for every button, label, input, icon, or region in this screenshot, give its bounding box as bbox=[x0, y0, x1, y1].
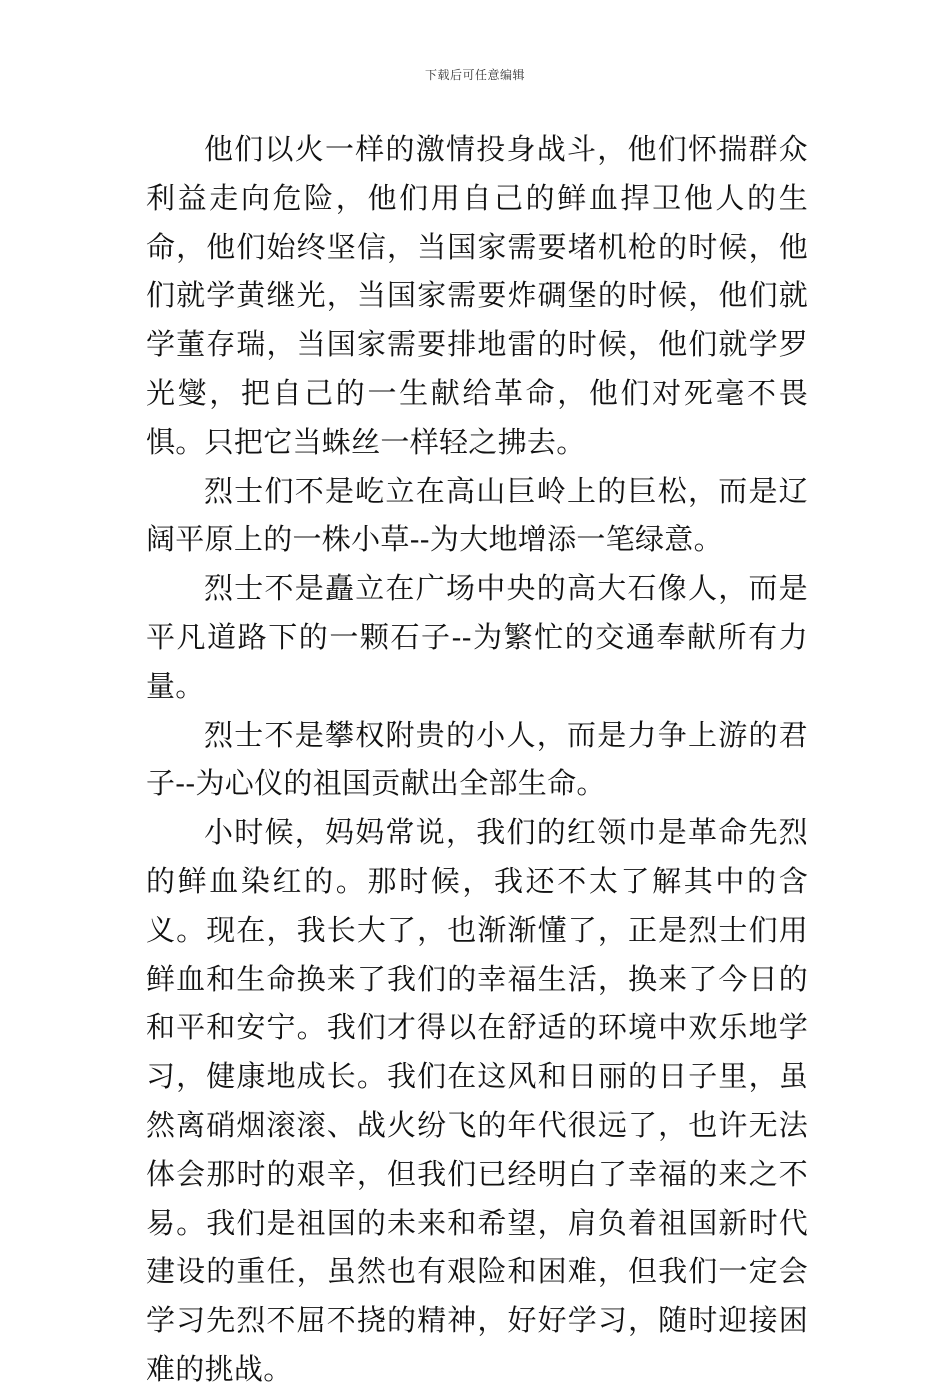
document-body bbox=[146, 125, 808, 1394]
paragraph: 他们以火一样的激情投身战斗，他们怀揣群众利益走向危险，他们用自己的鲜血捍卫他人的生命，他们始终坚信，当国家需要堵机枪的时候，他们就学黄继光，当国家需要炸碉堡的时候，他们就学董存瑞，当国家需要排地雷的时候，他们就学罗光燮，把自己的一生献给革命，他们对死毫不畏惧。只把它当蛛丝一样轻之拂去。 bbox=[146, 132, 808, 459]
paragraph: 小时候，妈妈常说，我们的红领巾是革命先烈的鲜血染红的。那时候，我还不太了解其中的含义。现在，我长大了，也渐渐懂了，正是烈士们用鲜血和生命换来了我们的幸福生活，换来了今日的和平和安宁。我们才得以在舒适的环境中欢乐地学习，健康地成长。我们在这风和日丽的日子里，虽然离硝烟滚滚、战火纷飞的年代很远了，也许无法体会那时的艰辛，但我们已经明白了幸福的来之不易。我们是祖国的未来和希望，肩负着祖国新时代建设的重任，虽然也有艰险和困难，但我们一定会学习先烈不屈不挠的精神，好好学习，随时迎接困难的挑战。 bbox=[146, 815, 808, 1386]
paragraph: 烈士不是攀权附贵的小人，而是力争上游的君子--为心仪的祖国贡献出全部生命。 bbox=[146, 717, 808, 801]
header-note: 下载后可任意编辑 bbox=[424, 68, 525, 82]
paragraph: 烈士们不是屹立在高山巨岭上的巨松，而是辽阔平原上的一株小草--为大地增添一笔绿意。 bbox=[146, 473, 808, 557]
paragraph: 烈士不是矗立在广场中央的高大石像人，而是平凡道路下的一颗石子--为繁忙的交通奉献所有力量。 bbox=[146, 571, 808, 703]
